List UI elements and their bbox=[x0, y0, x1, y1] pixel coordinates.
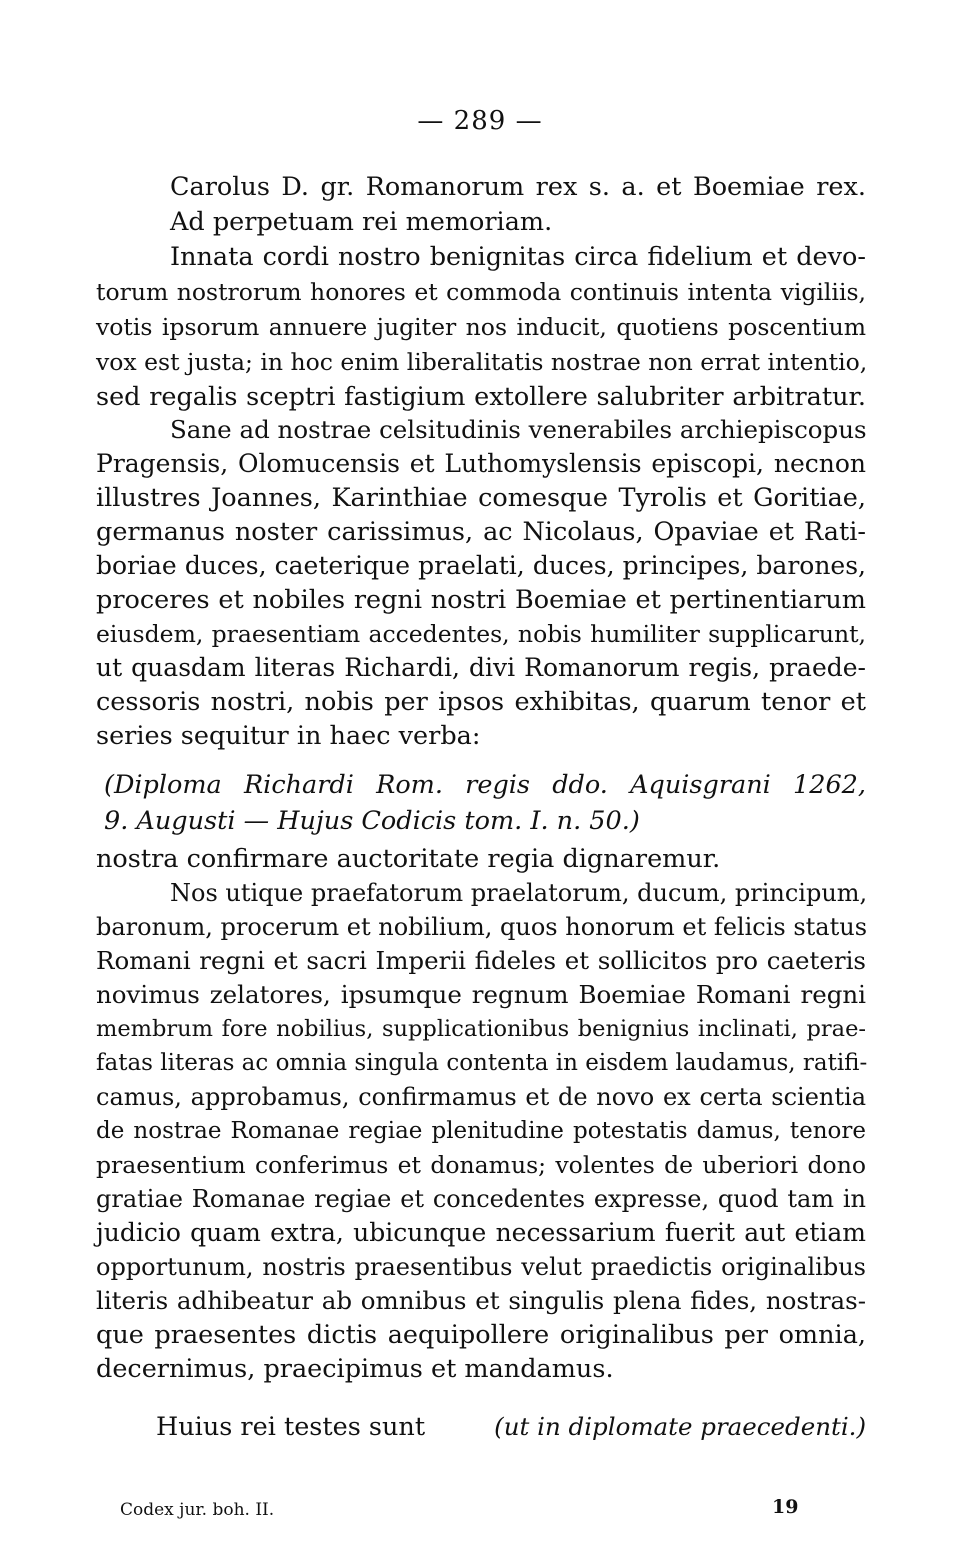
text-line: de nostrae Romanae regiae plenitudine potestatis damus, tenore bbox=[96, 1118, 866, 1144]
text-line: sed regalis sceptri fastigium extollere salubriter arbitratur. bbox=[96, 382, 866, 412]
citation-line: (Diploma Richardi Rom. regis ddo. Aquisgrani 1262, bbox=[104, 770, 866, 800]
text-line: judicio quam extra, ubicunque necessarium fuerit aut etiam bbox=[96, 1218, 866, 1247]
footer-sheet-number: 19 bbox=[772, 1496, 799, 1518]
text-line: fatas literas ac omnia singula contenta in eisdem laudamus, ratifi- bbox=[96, 1050, 868, 1076]
text-line: Romani regni et sacri Imperii fideles et sollicitos pro caeteris bbox=[96, 946, 866, 975]
text-line: decernimus, praecipimus et mandamus. bbox=[96, 1354, 614, 1384]
text-line: opportunum, nostris praesentibus velut praedictis originalibus bbox=[96, 1253, 866, 1281]
page-number: — 289 — bbox=[417, 106, 543, 136]
text-line: novimus zelatores, ipsumque regnum Boemiae Romani regni bbox=[96, 980, 866, 1009]
text-line: nostra confirmare auctoritate regia dignaremur. bbox=[96, 844, 721, 874]
text-line: literis adhibeatur ab omnibus et singulis plena fides, nostras- bbox=[96, 1286, 866, 1315]
text-line: cessoris nostri, nobis per ipsos exhibitas, quarum tenor et bbox=[96, 687, 866, 717]
text-line: ut quasdam literas Richardi, divi Romanorum regis, praede- bbox=[96, 653, 866, 682]
text-line: germanus noster carissimus, ac Nicolaus, Opaviae et Rati- bbox=[96, 517, 866, 547]
text-line: membrum fore nobilius, supplicationibus benignius inclinati, prae- bbox=[96, 1016, 866, 1042]
text-line: vox est justa; in hoc enim liberalitatis nostrae non errat intentio, bbox=[96, 348, 868, 376]
text-line: camus, approbamus, confirmamus et de novo ex certa scientia bbox=[96, 1083, 866, 1111]
text-line: Pragensis, Olomucensis et Luthomyslensis episcopi, necnon bbox=[96, 449, 866, 478]
text-line: praesentium conferimus et donamus; volentes de uberiori dono bbox=[96, 1151, 866, 1179]
witness-reference: (ut in diplomate praecedenti.) bbox=[494, 1412, 866, 1441]
text-line: illustres Joannes, Karinthiae comesque Tyrolis et Goritiae, bbox=[96, 483, 866, 513]
text-line: torum nostrorum honores et commoda continuis intenta vigiliis, bbox=[96, 278, 866, 306]
text-line: votis ipsorum annuere jugiter nos inducit, quotiens poscentium bbox=[96, 313, 866, 341]
text-line: Ad perpetuam rei memoriam. bbox=[170, 207, 553, 237]
text-line: baronum, procerum et nobilium, quos honorum et felicis status bbox=[96, 913, 868, 941]
text-line: boriae duces, caeterique praelati, duces, principes, barones, bbox=[96, 551, 866, 580]
text-line: eiusdem, praesentiam accedentes, nobis humiliter supplicarunt, bbox=[96, 620, 866, 648]
text-line: Innata cordi nostro benignitas circa fidelium et devo- bbox=[170, 242, 866, 272]
text-line: Nos utique praefatorum praelatorum, ducum, principum, bbox=[170, 879, 868, 907]
text-line: proceres et nobiles regni nostri Boemiae et pertinentiarum bbox=[96, 585, 866, 615]
text-line: Carolus D. gr. Romanorum rex s. a. et Boemiae rex. bbox=[170, 172, 866, 202]
footer-signature: Codex jur. boh. II. bbox=[120, 1500, 275, 1520]
citation-line: 9. Augusti — Hujus Codicis tom. I. n. 50.) bbox=[104, 806, 640, 836]
text-line: gratiae Romanae regiae et concedentes expresse, quod tam in bbox=[96, 1185, 866, 1213]
witness-statement: Huius rei testes sunt bbox=[156, 1412, 426, 1442]
text-line: Sane ad nostrae celsitudinis venerabiles archiepiscopus bbox=[170, 415, 867, 444]
text-line: series sequitur in haec verba: bbox=[96, 721, 481, 751]
text-line: que praesentes dictis aequipollere originalibus per omnia, bbox=[96, 1320, 866, 1350]
